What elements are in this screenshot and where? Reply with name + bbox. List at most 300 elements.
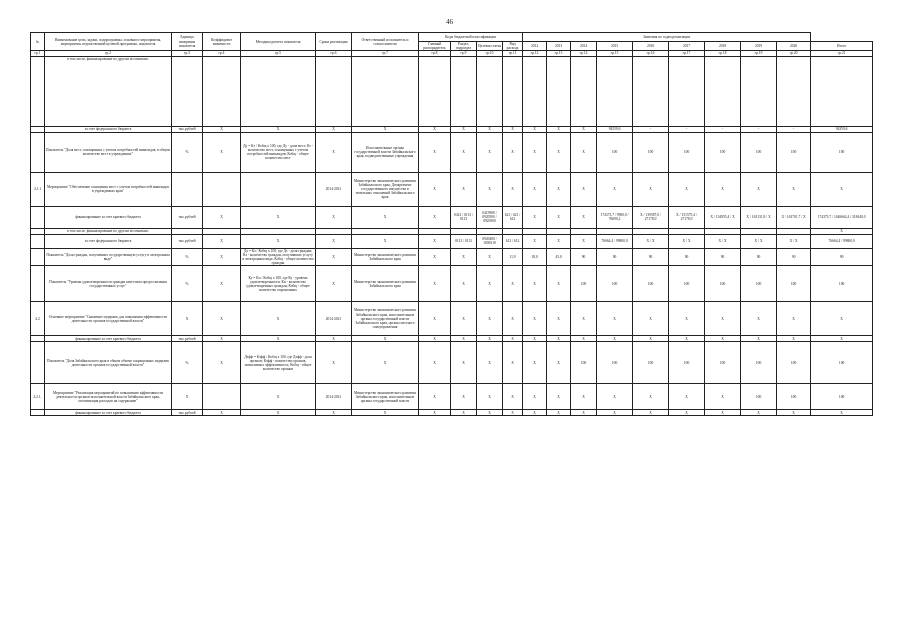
table-cell: X bbox=[523, 410, 547, 416]
table-cell: X bbox=[633, 302, 669, 336]
table-cell: финансирование за счет краевого бюджета bbox=[45, 206, 172, 228]
table-cell: X bbox=[172, 302, 203, 336]
table-cell: 100 bbox=[633, 266, 669, 302]
table-cell: Мероприятие "Реализация мероприятий по повышению эффективности деятельности органов исполнительной власти Забайкальского края, оптимизация расходов на содержание" bbox=[45, 384, 172, 410]
table-cell: - bbox=[669, 126, 705, 132]
table-cell: 90 bbox=[811, 248, 873, 266]
table-cell: X bbox=[241, 384, 316, 410]
table-cell: 100 bbox=[741, 132, 777, 172]
table-cell: X bbox=[352, 234, 419, 248]
table-cell: X bbox=[477, 248, 503, 266]
table-cell: в том числе, финансирование по другим источникам: bbox=[45, 228, 172, 234]
table-cell bbox=[172, 56, 203, 126]
table-cell: Министерство экономического развития Забайкальского края bbox=[352, 266, 419, 302]
table-row bbox=[31, 384, 873, 410]
table-row bbox=[31, 234, 873, 248]
table-cell: X bbox=[203, 410, 241, 416]
table-cell: X bbox=[451, 132, 477, 172]
table-cell: X bbox=[241, 206, 316, 228]
table-cell: X bbox=[705, 172, 741, 206]
table-cell: X bbox=[419, 248, 451, 266]
table-cell: X / 154955,4 / X bbox=[705, 206, 741, 228]
table-cell: Исполнительные органы государственной власти Забайкальского края, подведомственные учреждения bbox=[352, 132, 419, 172]
col-section: Раздел, подраздел bbox=[451, 42, 477, 51]
table-cell: % bbox=[172, 342, 203, 384]
budget-codes-group: Коды бюджетной классификации bbox=[419, 33, 523, 42]
col-year: 2020 bbox=[777, 42, 811, 51]
table-cell: 2014-2021 bbox=[316, 384, 352, 410]
table-cell: X bbox=[352, 206, 419, 228]
table-cell: X bbox=[419, 384, 451, 410]
column-number: гр.12 bbox=[523, 51, 547, 56]
table-cell: X bbox=[203, 248, 241, 266]
table-cell: X bbox=[419, 266, 451, 302]
table-cell: % bbox=[172, 266, 203, 302]
table-cell: X bbox=[503, 172, 523, 206]
col-target: Целевая статья bbox=[477, 42, 503, 51]
table-cell: 100 bbox=[633, 132, 669, 172]
col-year: 2019 bbox=[741, 42, 777, 51]
table-cell: X bbox=[523, 206, 547, 228]
col-admin: Главный распорядитель bbox=[419, 42, 451, 51]
table-cell: X bbox=[547, 410, 571, 416]
col-type: Вид расхода bbox=[503, 42, 523, 51]
table-cell: тыс.рублей bbox=[172, 336, 203, 342]
table-cell: X bbox=[503, 132, 523, 172]
table-cell: X bbox=[419, 172, 451, 206]
table-cell bbox=[571, 56, 597, 126]
years-group: Значения по годам реализации bbox=[523, 33, 811, 42]
table-cell: X bbox=[503, 336, 523, 342]
table-cell: X bbox=[777, 302, 811, 336]
table-cell: X bbox=[523, 336, 547, 342]
table-cell: X bbox=[547, 172, 571, 206]
table-cell: X bbox=[419, 336, 451, 342]
table-row bbox=[31, 172, 873, 206]
table-cell: Ду = Кт / Кобщ x 100, где Ду - доля мест; Кт - количество мест, оснащенных с учетом потребностей инвалидов; Кобщ - общее количество мест bbox=[241, 132, 316, 172]
table-cell: X bbox=[571, 336, 597, 342]
table-cell: X bbox=[571, 126, 597, 132]
table-cell: Показатель "Доля граждан, получивших государственную услугу в электронном виде" bbox=[45, 248, 172, 266]
table-cell: X bbox=[669, 410, 705, 416]
table-cell: X bbox=[419, 126, 451, 132]
table-row bbox=[31, 132, 873, 172]
column-number: гр.6 bbox=[316, 51, 352, 56]
table-cell: 100 bbox=[811, 384, 873, 410]
column-number: гр.15 bbox=[597, 51, 633, 56]
table-cell: 100 bbox=[741, 342, 777, 384]
table-cell: X bbox=[571, 384, 597, 410]
table-cell: X bbox=[741, 336, 777, 342]
table-cell: X bbox=[419, 342, 451, 384]
table-cell: X / X bbox=[741, 234, 777, 248]
table-cell: X bbox=[477, 342, 503, 384]
table-cell: 100 bbox=[669, 342, 705, 384]
table-cell: 0412 / 0113 / 0113 bbox=[451, 206, 477, 228]
table-cell: X bbox=[633, 172, 669, 206]
table-cell: X / X bbox=[669, 234, 705, 248]
table-cell bbox=[31, 234, 45, 248]
table-cell: X bbox=[477, 126, 503, 132]
column-number: гр.7 bbox=[352, 51, 419, 56]
table-row bbox=[31, 248, 873, 266]
table-cell: Мероприятие "Обеспечение оснащения мест с учетом потребностей инвалидов в учреждениях края" bbox=[45, 172, 172, 206]
table-cell: Ку = Кп / Кобщ x 100, где Ку - уровень удовлетворенности; Кп - количество удовлетворенных граждан; Кобщ - общее количество опрошенных bbox=[241, 266, 316, 302]
table-cell: X bbox=[241, 126, 316, 132]
table-row bbox=[31, 206, 873, 228]
table-cell: X bbox=[203, 126, 241, 132]
table-cell: X bbox=[203, 206, 241, 228]
table-cell: X bbox=[777, 410, 811, 416]
table-cell: X bbox=[705, 384, 741, 410]
table-cell: 100 bbox=[705, 342, 741, 384]
table-cell: 174373,7 / 9900,0 / 76690,2 bbox=[597, 206, 633, 228]
table-cell: X bbox=[203, 342, 241, 384]
column-number: гр.9 bbox=[451, 51, 477, 56]
program-table bbox=[30, 32, 873, 416]
table-cell: X bbox=[316, 266, 352, 302]
table-cell bbox=[31, 132, 45, 172]
table-cell bbox=[31, 266, 45, 302]
table-cell: X bbox=[419, 206, 451, 228]
table-cell: тыс.рублей bbox=[172, 234, 203, 248]
table-cell: X bbox=[172, 384, 203, 410]
table-cell: 90 bbox=[669, 248, 705, 266]
table-cell: X bbox=[477, 172, 503, 206]
table-cell: X bbox=[547, 266, 571, 302]
table-cell: X bbox=[503, 302, 523, 336]
table-cell: X bbox=[547, 336, 571, 342]
table-cell: X bbox=[777, 172, 811, 206]
table-cell bbox=[705, 56, 741, 126]
table-cell: X bbox=[597, 336, 633, 342]
table-cell: 100 bbox=[741, 266, 777, 302]
table-cell: 76664,4 / 99800,0 bbox=[597, 234, 633, 248]
table-cell bbox=[31, 342, 45, 384]
table-cell: X bbox=[203, 234, 241, 248]
table-cell: 18,0 bbox=[523, 248, 547, 266]
table-cell: X bbox=[316, 206, 352, 228]
table-cell: X bbox=[633, 384, 669, 410]
table-cell bbox=[31, 206, 45, 228]
table-cell: X bbox=[241, 410, 316, 416]
table-cell: Дэ = Кэ / Кобщ x 100, где Дэ - доля граждан; Кэ - количество граждан, получивших услугу в электронном виде; Кобщ - общее количество граждан bbox=[242, 248, 314, 266]
table-cell: X bbox=[741, 172, 777, 206]
table-cell: X bbox=[241, 302, 316, 336]
col-name: Наименование цели, задачи, подпрограммы, основного мероприятия, мероприятия, ведомственной целевой программы, показателя bbox=[45, 33, 172, 51]
col-method: Методика расчета показателя bbox=[241, 33, 316, 51]
table-cell: Показатель "Доля мест, оснащенных с учетом потребностей инвалидов, в общем количестве мест в учреждениях" bbox=[45, 132, 172, 172]
table-cell: финансирование за счет краевого бюджета bbox=[45, 410, 172, 416]
table-cell: X bbox=[451, 248, 477, 266]
table-cell: - bbox=[741, 126, 777, 132]
table-cell: 100 bbox=[811, 266, 873, 302]
table-cell: X bbox=[203, 266, 241, 302]
table-cell: X bbox=[316, 132, 352, 172]
table-cell: Министерство экономического развития Забайкальского края, исполнительные органы государственной власти Забайкальского края, органы местного самоуправления bbox=[352, 302, 419, 336]
table-cell: за счет федерального бюджета bbox=[45, 126, 172, 132]
col-responsible: Ответственный исполнитель и соисполнители bbox=[352, 33, 419, 51]
table-cell: X bbox=[451, 126, 477, 132]
table-cell: X / X bbox=[633, 234, 669, 248]
table-cell: X bbox=[669, 384, 705, 410]
table-cell: X bbox=[597, 172, 633, 206]
col-no: № bbox=[31, 33, 45, 51]
column-number: гр.18 bbox=[705, 51, 741, 56]
table-cell: 174373,7 / 1446662,4 / 318440,0 bbox=[811, 206, 873, 228]
table-cell: 0920400 / 1006310 bbox=[477, 234, 503, 248]
table-cell: X / 139587,0 / 27178,0 bbox=[633, 206, 669, 228]
table-cell: X bbox=[571, 206, 597, 228]
table-cell: X bbox=[523, 384, 547, 410]
table-cell: X bbox=[597, 384, 633, 410]
column-number: гр.13 bbox=[547, 51, 571, 56]
table-cell: X bbox=[669, 172, 705, 206]
table-cell: X bbox=[811, 336, 873, 342]
table-cell: X bbox=[316, 336, 352, 342]
table-cell: 90 bbox=[633, 248, 669, 266]
table-cell: X bbox=[316, 234, 352, 248]
table-cell: X bbox=[419, 132, 451, 172]
table-cell: X bbox=[523, 266, 547, 302]
table-cell: X bbox=[705, 410, 741, 416]
table-cell: 100 bbox=[811, 342, 873, 384]
table-cell bbox=[172, 172, 203, 206]
column-number: гр.20 bbox=[777, 51, 811, 56]
table-cell: тыс.рублей bbox=[172, 410, 203, 416]
table-cell: 76664,4 / 99800,0 bbox=[811, 234, 873, 248]
table-cell: X bbox=[451, 302, 477, 336]
column-number: гр.4 bbox=[203, 51, 241, 56]
table-cell: X bbox=[571, 132, 597, 172]
table-cell: X bbox=[419, 410, 451, 416]
table-cell: в том числе, финансирование по другим источникам: bbox=[45, 56, 172, 126]
table-cell: 100 bbox=[705, 266, 741, 302]
table-cell: X / X bbox=[777, 234, 811, 248]
column-number: гр.5 bbox=[241, 51, 316, 56]
col-period: Сроки реализации bbox=[316, 33, 352, 51]
table-cell: Показатель "Уровень удовлетворенности граждан качеством предоставления государственных услуг" bbox=[45, 266, 172, 302]
table-cell: X bbox=[571, 172, 597, 206]
table-cell: X bbox=[503, 266, 523, 302]
table-cell: X / 151575,4 / 27178,0 bbox=[669, 206, 705, 228]
table-cell: X bbox=[547, 206, 571, 228]
table-cell: 11,9 bbox=[503, 248, 523, 266]
table-cell: тыс.рублей bbox=[172, 126, 203, 132]
column-number: гр.16 bbox=[633, 51, 669, 56]
col-year: 2015 bbox=[597, 42, 633, 51]
table-cell: X bbox=[477, 410, 503, 416]
table-cell: X bbox=[451, 266, 477, 302]
table-cell: Министерство экономического развития Забайкальского края, Департамент государственного имущества и земельных отношений Забайкальского края bbox=[352, 172, 419, 206]
col-year: 2018 bbox=[705, 42, 741, 51]
table-cell: Министерство экономического развития Забайкальского края bbox=[352, 248, 419, 266]
column-number: гр.2 bbox=[45, 51, 172, 56]
table-cell bbox=[203, 172, 241, 206]
table-cell: X bbox=[547, 234, 571, 248]
table-row bbox=[31, 302, 873, 336]
table-cell: 4.2 bbox=[31, 302, 45, 336]
table-cell: 100 bbox=[777, 384, 811, 410]
column-number: гр.17 bbox=[669, 51, 705, 56]
table-cell: X bbox=[523, 172, 547, 206]
table-cell: X bbox=[523, 126, 547, 132]
table-cell: X bbox=[811, 228, 873, 234]
table-cell: X bbox=[705, 302, 741, 336]
col-year: 2012 bbox=[523, 42, 547, 51]
table-cell: X / 163701,7 / X bbox=[777, 206, 811, 228]
table-cell: 90 bbox=[741, 248, 777, 266]
table-cell: X bbox=[316, 126, 352, 132]
table-cell: X bbox=[547, 302, 571, 336]
table-cell: 100 bbox=[811, 132, 873, 172]
table-cell bbox=[811, 56, 873, 126]
table-cell: 2014-2021 bbox=[316, 302, 352, 336]
table-cell: % bbox=[172, 132, 203, 172]
col-year: 2017 bbox=[669, 42, 705, 51]
table-cell bbox=[633, 56, 669, 126]
table-cell bbox=[523, 56, 547, 126]
table-cell bbox=[547, 56, 571, 126]
table-cell: X bbox=[811, 410, 873, 416]
table-cell: X bbox=[451, 172, 477, 206]
table-cell: X bbox=[669, 302, 705, 336]
table-cell: 100 bbox=[597, 342, 633, 384]
table-cell: X bbox=[451, 336, 477, 342]
table-cell: 90 bbox=[777, 248, 811, 266]
table-cell: X bbox=[741, 302, 777, 336]
table-cell: X / 163131,8 / X bbox=[741, 206, 777, 228]
table-cell: - bbox=[777, 126, 811, 132]
table-cell: 90 bbox=[571, 248, 597, 266]
column-number: гр.21 bbox=[811, 51, 873, 56]
table-cell: X bbox=[597, 302, 633, 336]
table-cell: 100 bbox=[597, 266, 633, 302]
table-cell: X bbox=[741, 410, 777, 416]
table-cell: X bbox=[419, 302, 451, 336]
table-cell bbox=[31, 56, 45, 126]
table-cell: 0113 / 0113 bbox=[451, 234, 477, 248]
table-cell: X bbox=[419, 234, 451, 248]
table-cell: X bbox=[316, 248, 352, 266]
column-number: гр.10 bbox=[477, 51, 503, 56]
table-cell: 90 bbox=[705, 248, 741, 266]
table-cell: 45,0 bbox=[547, 248, 571, 266]
table-cell: X bbox=[571, 234, 597, 248]
table-cell: X bbox=[451, 410, 477, 416]
table-cell: X bbox=[203, 336, 241, 342]
table-cell: X bbox=[633, 336, 669, 342]
table-cell: 94359,6 bbox=[811, 126, 873, 132]
table-cell: X bbox=[811, 172, 873, 206]
table-cell: 100 bbox=[705, 132, 741, 172]
table-cell: X bbox=[477, 266, 503, 302]
table-cell: - bbox=[705, 126, 741, 132]
table-cell bbox=[203, 384, 241, 410]
table-cell bbox=[203, 56, 241, 126]
table-cell: тыс.рублей bbox=[172, 206, 203, 228]
table-cell: X bbox=[477, 336, 503, 342]
table-cell: X bbox=[777, 336, 811, 342]
table-cell: X bbox=[316, 410, 352, 416]
table-cell: 94359,6 bbox=[597, 126, 633, 132]
table-cell: X bbox=[705, 336, 741, 342]
table-cell bbox=[777, 56, 811, 126]
table-cell: X bbox=[571, 302, 597, 336]
table-cell: X bbox=[503, 342, 523, 384]
table-cell: X bbox=[477, 132, 503, 172]
table-cell: X bbox=[316, 342, 352, 384]
column-number: гр.1 bbox=[31, 51, 45, 56]
table-cell: X bbox=[669, 336, 705, 342]
table-cell bbox=[741, 56, 777, 126]
table-cell: 100 bbox=[777, 342, 811, 384]
table-cell: X bbox=[477, 384, 503, 410]
table-cell: X bbox=[547, 132, 571, 172]
table-cell bbox=[316, 56, 352, 126]
table-cell: 2014-2021 bbox=[316, 172, 352, 206]
table-cell: X bbox=[523, 342, 547, 384]
table-row bbox=[31, 410, 873, 416]
col-total: Итого bbox=[811, 42, 873, 51]
column-number: гр.8 bbox=[419, 51, 451, 56]
table-cell: 100 bbox=[669, 266, 705, 302]
table-row bbox=[31, 266, 873, 302]
table-cell: финансирование за счет краевого бюджета bbox=[45, 336, 172, 342]
table-cell bbox=[241, 172, 316, 206]
table-cell: Дэфф = Кэфф / Кобщ x 100, где Дэфф - доля органов; Кэфф - количество органов, повысивших эффективность; Кобщ - общее количество органов bbox=[241, 342, 316, 384]
table-cell bbox=[31, 248, 45, 266]
column-number: гр.19 bbox=[741, 51, 777, 56]
table-cell: Основное мероприятие "Снижение издержек для повышения эффективности деятельности органов государственной власти" bbox=[45, 302, 172, 336]
column-number: гр.11 bbox=[503, 51, 523, 56]
table-cell: X bbox=[451, 342, 477, 384]
column-number: гр.14 bbox=[571, 51, 597, 56]
table-cell: Министерство экономического развития Забайкальского края, исполнительные органы государственной власти bbox=[352, 384, 419, 410]
table-cell: X / X bbox=[705, 234, 741, 248]
table-cell: 621 / 621 / 612 bbox=[503, 206, 523, 228]
table-cell: X bbox=[451, 384, 477, 410]
table-cell: X bbox=[241, 336, 316, 342]
table-cell: 100 bbox=[669, 132, 705, 172]
table-cell bbox=[597, 56, 633, 126]
table-cell: X bbox=[547, 384, 571, 410]
table-cell: % bbox=[172, 248, 203, 266]
table-body bbox=[31, 56, 873, 416]
column-number: гр.3 bbox=[172, 51, 203, 56]
table-cell: X bbox=[633, 410, 669, 416]
table-cell bbox=[352, 56, 419, 126]
table-cell: - bbox=[633, 126, 669, 132]
table-cell: X bbox=[477, 302, 503, 336]
table-cell: X bbox=[352, 342, 419, 384]
table-cell: X bbox=[203, 302, 241, 336]
table-cell: 90 bbox=[597, 248, 633, 266]
table-cell: 612 / 612 bbox=[503, 234, 523, 248]
table-cell: X bbox=[241, 234, 316, 248]
table-cell: 100 bbox=[633, 342, 669, 384]
table-cell: 100 bbox=[571, 342, 597, 384]
col-coef: Коэффициент значимости bbox=[203, 33, 241, 51]
table-cell: X bbox=[523, 234, 547, 248]
table-cell: X bbox=[523, 132, 547, 172]
table-cell: 4.1.1 bbox=[31, 172, 45, 206]
table-cell: X bbox=[352, 410, 419, 416]
table-cell: X bbox=[571, 410, 597, 416]
table-cell: за счет федерального бюджета bbox=[45, 234, 172, 248]
table-cell: 100 bbox=[571, 266, 597, 302]
table-cell: X bbox=[547, 342, 571, 384]
